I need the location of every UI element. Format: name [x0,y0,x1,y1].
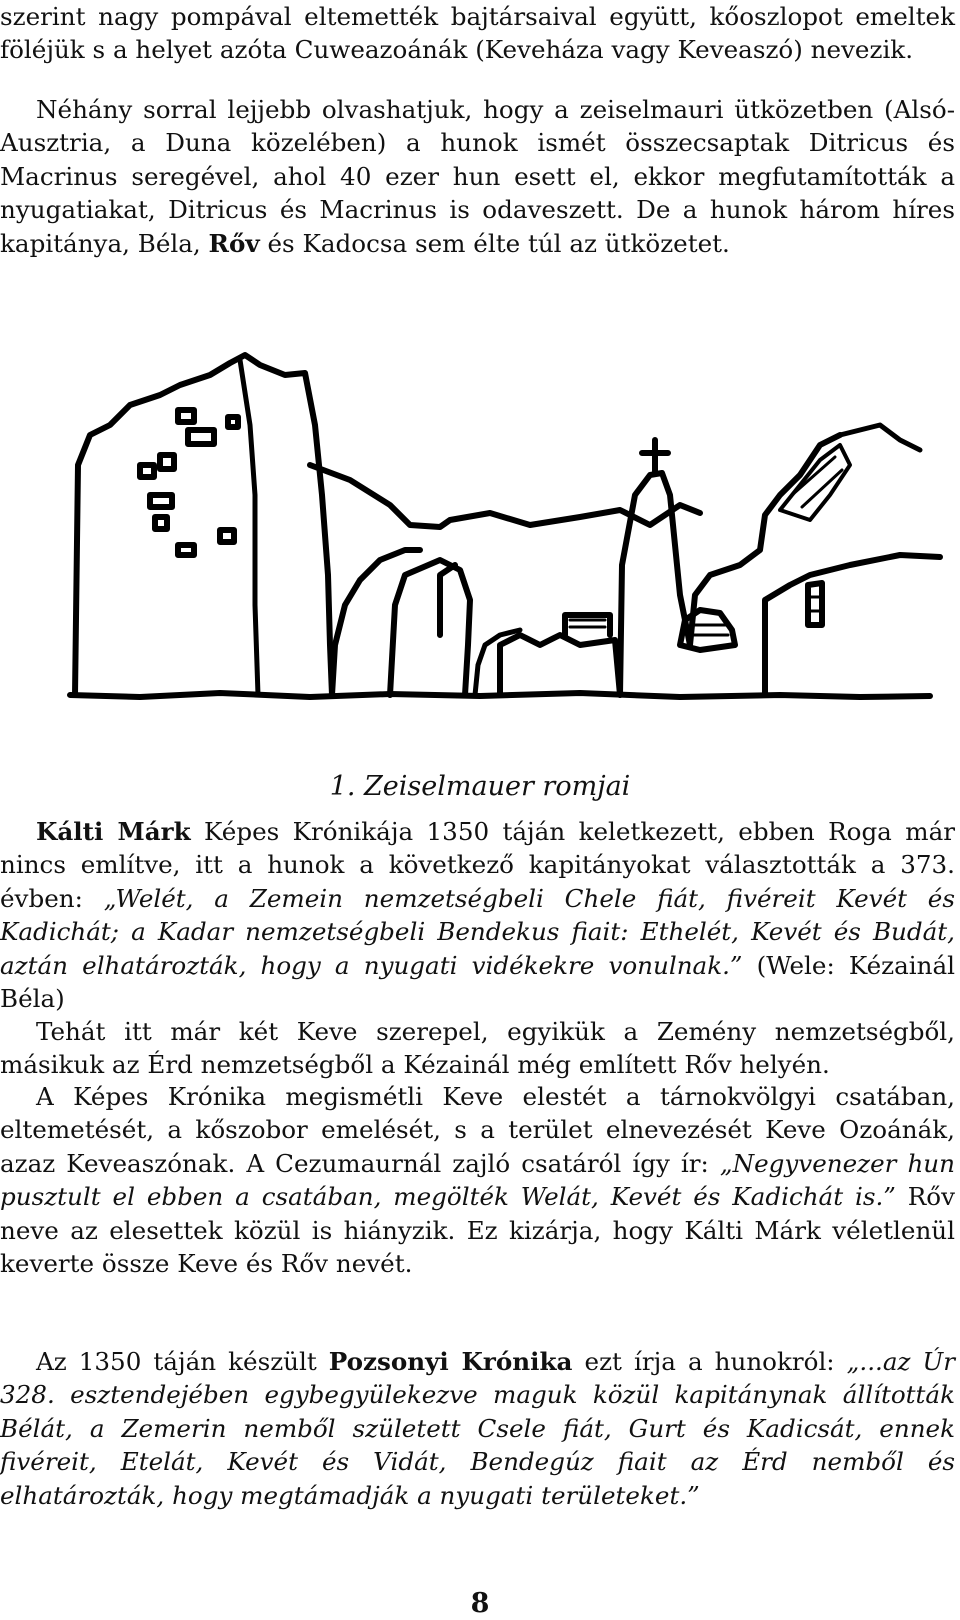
paragraph-3-bold-name: Kálti Márk [36,817,191,846]
paragraph-5-text-end: Rőv neve az elesettek közül is hiányzik. Ez kizárja, hogy Kálti Márk véletlenül keverte össze Keve és Rőv nevét. [0,1182,955,1279]
paragraph-2-bold-name: Rőv [208,228,260,258]
paragraph-4 [0,1015,955,1082]
paragraph-2-text-end: és Kadocsa sem élte túl az ütközetet. [259,228,730,258]
paragraph-1 [0,0,955,67]
paragraph-2-text: Néhány sorral lejjebb olvashatjuk, hogy a zeiselmauri ütközetben (Alsó-Ausztria, a Duna közelében) a hunok ismét összecsaptak Ditricus és Macrinus seregével, ahol 40 ezer hun esett el, ekkor megfutamították a nyugatiakat, Ditricus és Macrinus is odaveszett. De a hunok három híres kapitánya, Béla, [0,95,955,258]
paragraph-6-text: Az 1350 táján készült [36,1347,329,1376]
paragraph-3 [0,815,955,1015]
paragraph-5-quote: „Negyvenezer hun pusztult el ebben a csatában, megölték Welát, Kevét és Kadichát is.” [0,1148,955,1212]
paragraph-6 [0,1345,955,1512]
paragraph-6-quote: „...az Úr 328. esztendejében egybegyülekezve maguk közül kapitánynak állították Bélát, a Zemerin nemből született Csele fiát, Gurt és Kadicsát, ennek fivéreit, Etelát, Kevét és Vidát, Bendegúz fiait az Érd nemből és elhatározták, hogy megtámadják a nyugati területeket.” [0,1347,956,1510]
paragraph-5-text: A Képes Krónika megismétli Keve elestét a tárnokvölgyi csatában, eltemetését, a kőszobor emelését, s a terület elnevezését Keve Ozoánák, azaz Keveaszónak. A Cezumaurnál zajló csatáról így ír: [0,1082,955,1178]
paragraph-5 [0,1080,955,1280]
paragraph-2 [0,93,955,260]
page-number: 8 [470,1588,490,1619]
paragraph-6-text-mid: ezt írja a hunokról: [572,1347,847,1376]
paragraph-3-text: Képes Krónikája 1350 táján keletkezett, ebben Roga már nincs említve, itt a hunok a következő kapitányokat választották a 373. évben: [0,817,955,913]
paragraph-6-bold-title: Pozsonyi Krónika [328,1347,573,1376]
paragraph-3-quote: „Welét, a Zemein nemzetségbeli Chele fiát, fivéreit Kevét és Kadichát; a Kadar nemzetségbeli Bendekus fiait: Ethelét, Kevét és Budát, aztán elhatározták, hogy a nyugati vidékekre vonulnak.” [0,883,955,980]
paragraph-4-text: Tehát itt már két Keve szerepel, egyikük a Zemény nemzetségből, másikuk az Érd nemzetségből a Kézainál még említett Rőv helyén. [0,1017,955,1080]
ruin-illustration [60,345,950,725]
figure-caption: 1. Zeiselmauer romjai [329,771,631,802]
paragraph-1-text: szerint nagy pompával eltemették bajtársaival együtt, kőoszlopot emeltek föléjük s a helyet azóta Cuweazoánák (Keveháza vagy Keveaszó) nevezik. [0,2,955,65]
paragraph-3-text-end: (Wele: Kézainál Béla) [0,950,955,1014]
